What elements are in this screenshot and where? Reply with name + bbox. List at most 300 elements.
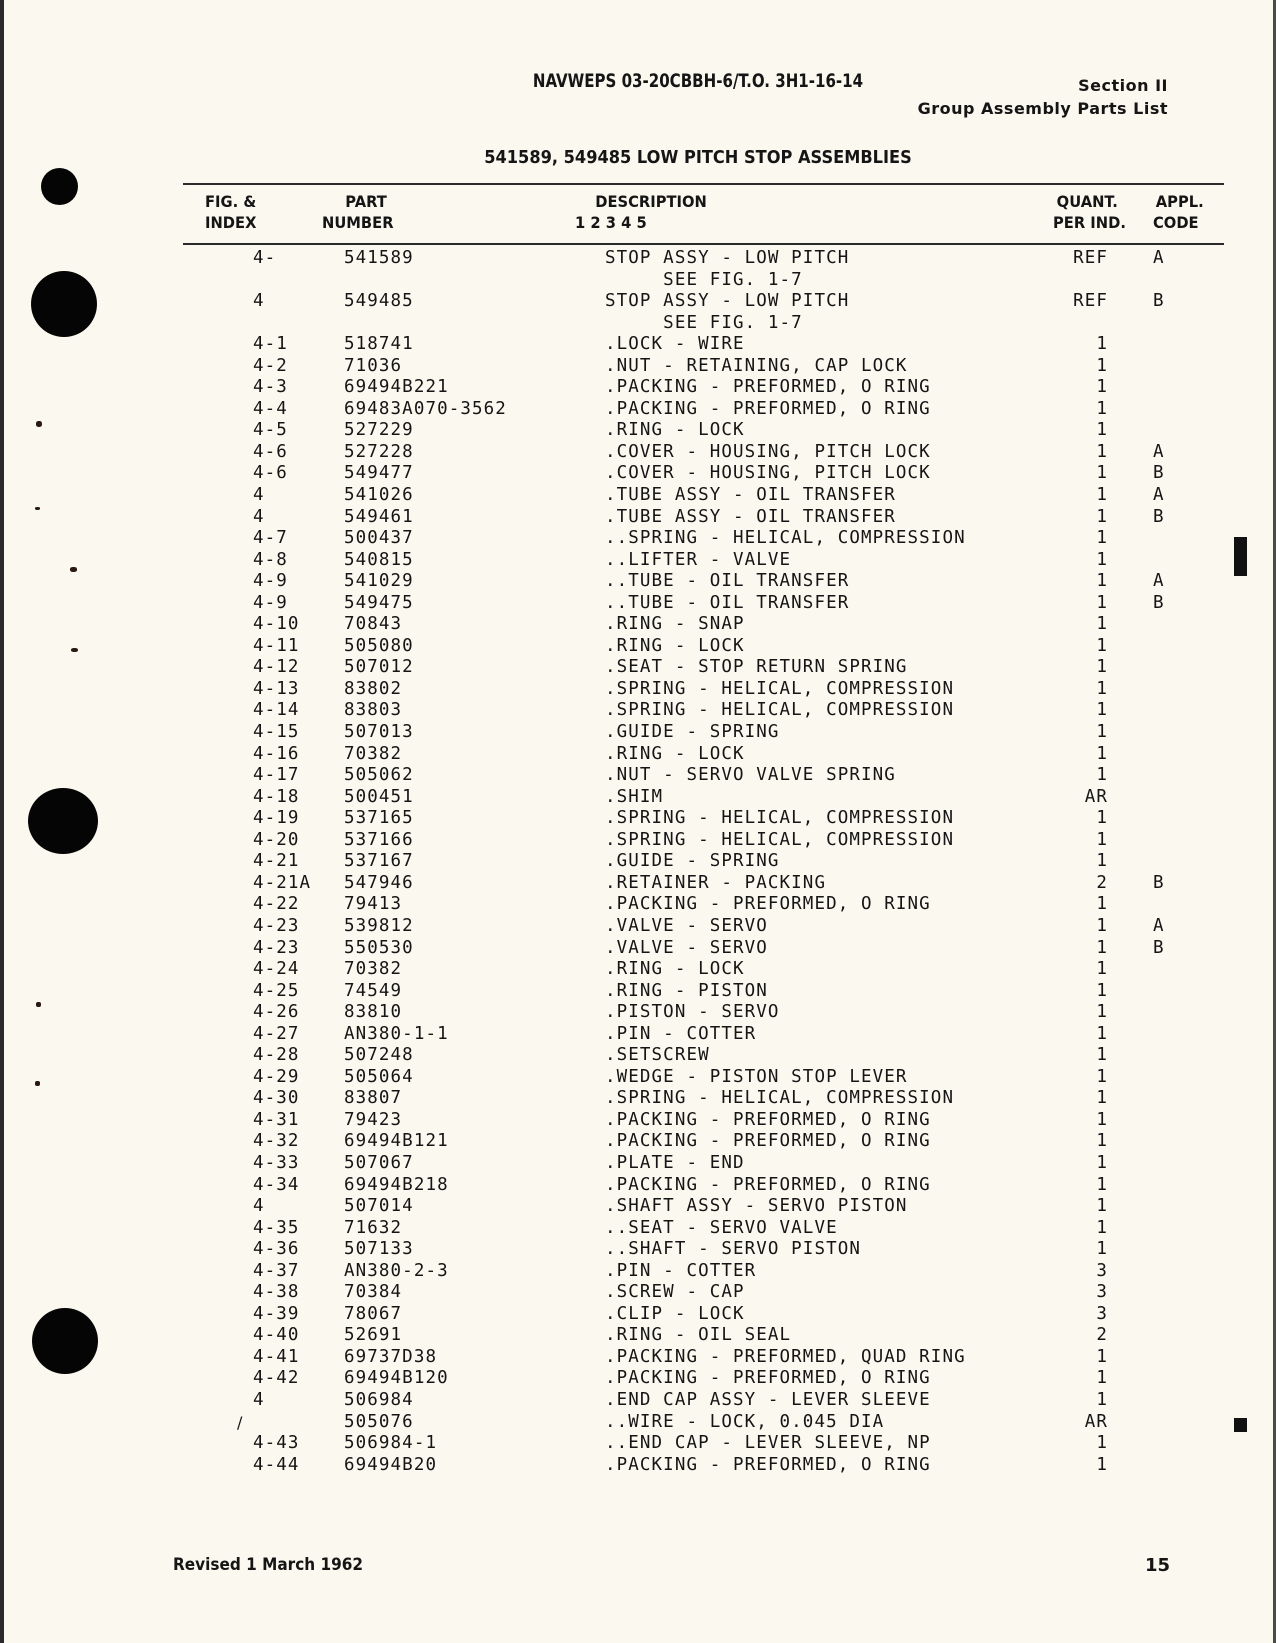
appl-code-cell: A [1153,248,1165,268]
fig-index-cell: 4-38 [253,1282,300,1303]
quantity-cell: 3 [1096,1303,1108,1324]
description-cell: .PIN - COTTER [605,1023,757,1044]
fig-index-cell: 4-40 [253,1325,300,1346]
part-number-cell: 70384 [344,1282,403,1303]
column-header-quantity: QUANT. PER IND. [1053,192,1126,232]
description-cell: .CLIP - LOCK [605,1303,745,1324]
quantity-cell: 1 [1096,506,1108,527]
description-cell: .PACKING - PREFORMED, O RING [605,1174,931,1195]
fig-index-cell: 4-33 [253,1152,300,1173]
quantity-cell: 1 [1096,1196,1108,1217]
table-row [0,636,1276,658]
table-row [0,1196,1276,1218]
fig-index-cell: 4-14 [253,700,300,721]
table-row [0,722,1276,744]
description-cell: .PACKING - PREFORMED, O RING [605,1131,931,1152]
fig-index-cell: 4-28 [253,1045,300,1066]
part-number-cell: 500437 [344,528,414,549]
fig-index-cell: 4-16 [253,743,300,764]
table-row [0,1325,1276,1347]
fig-index-cell: 4-21A [253,872,312,893]
description-cell: .RING - LOCK [605,743,745,764]
fig-index-cell: 4-17 [253,765,300,786]
fig-index-cell: 4-22 [253,894,300,915]
description-cell: SEE FIG. 1-7 [605,269,803,290]
part-number-cell: 527228 [344,441,414,462]
part-number-cell: 539812 [344,915,414,936]
description-cell: .RING - LOCK [605,420,745,441]
part-number-cell: 83810 [344,1002,403,1023]
table-row [0,1347,1276,1369]
quantity-cell: 1 [1096,980,1108,1001]
table-row [0,485,1276,507]
part-number-cell: 69494B120 [344,1368,449,1389]
description-cell: .SPRING - HELICAL, COMPRESSION [605,829,955,850]
quantity-cell: 1 [1096,1152,1108,1173]
fig-index-cell: 4-18 [253,786,300,807]
fig-index-cell: 4-26 [253,1002,300,1023]
table-row [0,851,1276,873]
part-number-cell: 550530 [344,937,414,958]
change-mark: / [237,1412,244,1432]
part-number-cell: 537167 [344,851,414,872]
part-number-cell: 505076 [344,1411,414,1432]
description-cell: STOP ASSY - LOW PITCH [605,248,850,268]
quantity-cell: 1 [1096,334,1108,355]
table-row [0,1131,1276,1153]
fig-index-cell: 4-4 [253,398,288,419]
description-cell: .SPRING - HELICAL, COMPRESSION [605,700,955,721]
description-cell: .GUIDE - SPRING [605,722,780,743]
part-number-cell: 70382 [344,959,403,980]
table-row [0,1282,1276,1304]
description-cell: .PACKING - PREFORMED, O RING [605,1454,931,1475]
quantity-cell: AR [1084,1411,1108,1432]
part-number-cell: 537165 [344,808,414,829]
quantity-cell: 1 [1096,355,1108,376]
quantity-cell: 1 [1096,1454,1108,1475]
quantity-cell: AR [1084,786,1108,807]
description-cell: .SPRING - HELICAL, COMPRESSION [605,1088,955,1109]
fig-index-cell: 4-10 [253,614,300,635]
table-top-rule [183,183,1224,185]
description-cell: ..TUBE - OIL TRANSFER [605,571,850,592]
quantity-cell: 1 [1096,485,1108,506]
table-row [0,1175,1276,1197]
part-number-cell: 507133 [344,1239,414,1260]
table-row [0,1455,1276,1477]
fig-index-cell: 4-27 [253,1023,300,1044]
description-cell: .PISTON - SERVO [605,1002,780,1023]
part-number-cell: 527229 [344,420,414,441]
description-cell: .SCREW - CAP [605,1282,745,1303]
quantity-cell: 1 [1096,1109,1108,1130]
part-number-cell: 71036 [344,355,403,376]
quantity-cell: 1 [1096,851,1108,872]
fig-index-cell: 4-41 [253,1346,300,1367]
part-number-cell: 70843 [344,614,403,635]
quantity-cell: 1 [1096,1368,1108,1389]
quantity-cell: 1 [1096,1389,1108,1410]
fig-index-cell: 4-20 [253,829,300,850]
description-cell: ..TUBE - OIL TRANSFER [605,592,850,613]
description-cell: ..SEAT - SERVO VALVE [605,1217,838,1238]
fig-index-cell: 4 [253,1196,265,1217]
quantity-cell: 1 [1096,937,1108,958]
part-number-cell: 79423 [344,1109,403,1130]
part-number-cell: 506984-1 [344,1433,438,1454]
appl-code-cell: A [1153,485,1165,506]
description-cell: .SHIM [605,786,664,807]
table-row [0,270,1276,292]
table-row [0,1088,1276,1110]
quantity-cell: 1 [1096,1217,1108,1238]
table-row [0,959,1276,981]
fig-index-cell: 4-42 [253,1368,300,1389]
quantity-cell: 1 [1096,1002,1108,1023]
quantity-cell: 1 [1096,463,1108,484]
column-header-description: DESCRIPTION 1 2 3 4 5 [575,192,707,232]
part-number-cell: 69737D38 [344,1346,438,1367]
description-cell: ..SHAFT - SERVO PISTON [605,1239,861,1260]
table-row [0,1218,1276,1240]
quantity-cell: 3 [1096,1282,1108,1303]
quantity-cell: 1 [1096,420,1108,441]
quantity-cell: 1 [1096,1023,1108,1044]
fig-index-cell: 4 [253,506,265,527]
part-number-cell: 549485 [344,291,414,312]
column-header-fig-index: FIG. & INDEX [205,192,257,232]
description-cell: .RING - OIL SEAL [605,1325,792,1346]
part-number-cell: 541589 [344,248,414,268]
fig-index-cell: 4-9 [253,571,288,592]
section-label: Section II [1078,76,1168,95]
parts-list-table [0,248,1276,1476]
quantity-cell: 1 [1096,635,1108,656]
description-cell: .PACKING - PREFORMED, O RING [605,377,931,398]
page-number: 15 [1144,1555,1170,1576]
column-header-part-number: PART NUMBER [322,192,394,232]
table-row [0,571,1276,593]
fig-index-cell: 4-9 [253,592,288,613]
part-number-cell: 549477 [344,463,414,484]
part-number-cell: 69494B218 [344,1174,449,1195]
quantity-cell: 1 [1096,614,1108,635]
description-cell: .SPRING - HELICAL, COMPRESSION [605,808,955,829]
section-title: Group Assembly Parts List [917,99,1168,118]
description-cell: .SPRING - HELICAL, COMPRESSION [605,678,955,699]
appl-code-cell: B [1153,291,1165,312]
fig-index-cell: 4-8 [253,549,288,570]
table-row [0,808,1276,830]
part-number-cell: 507012 [344,657,414,678]
quantity-cell: 1 [1096,700,1108,721]
description-cell: .NUT - RETAINING, CAP LOCK [605,355,908,376]
description-cell: SEE FIG. 1-7 [605,312,803,333]
part-number-cell: 518741 [344,334,414,355]
table-row [0,1261,1276,1283]
table-row [0,1110,1276,1132]
quantity-cell: 1 [1096,829,1108,850]
fig-index-cell: 4-39 [253,1303,300,1324]
table-row [0,420,1276,442]
fig-index-cell: 4-44 [253,1454,300,1475]
appl-code-cell: B [1153,506,1165,527]
quantity-cell: 1 [1096,1174,1108,1195]
description-cell: .SETSCREW [605,1045,710,1066]
part-number-cell: 505062 [344,765,414,786]
appl-code-cell: B [1153,937,1165,958]
description-cell: .PACKING - PREFORMED, O RING [605,1368,931,1389]
fig-index-cell: 4-37 [253,1260,300,1281]
table-row [0,938,1276,960]
part-number-cell: 79413 [344,894,403,915]
fig-index-cell: 4-5 [253,420,288,441]
table-row [0,657,1276,679]
description-cell: ..END CAP - LEVER SLEEVE, NP [605,1433,931,1454]
quantity-cell: 1 [1096,528,1108,549]
quantity-cell: 3 [1096,1260,1108,1281]
fig-index-cell: 4-35 [253,1217,300,1238]
appl-code-cell: B [1153,872,1165,893]
description-cell: .RING - LOCK [605,959,745,980]
quantity-cell: 1 [1096,592,1108,613]
fig-index-cell: 4-3 [253,377,288,398]
table-row [0,1239,1276,1261]
description-cell: .VALVE - SERVO [605,937,768,958]
part-number-cell: 500451 [344,786,414,807]
fig-index-cell: 4-2 [253,355,288,376]
part-number-cell: 549461 [344,506,414,527]
table-row [0,313,1276,335]
description-cell: .GUIDE - SPRING [605,851,780,872]
part-number-cell: AN380-2-3 [344,1260,449,1281]
description-cell: .PACKING - PREFORMED, O RING [605,398,931,419]
description-cell: ..WIRE - LOCK, 0.045 DIA [605,1411,885,1432]
table-row [0,981,1276,1003]
fig-index-cell: 4-25 [253,980,300,1001]
table-row [0,550,1276,572]
quantity-cell: 2 [1096,872,1108,893]
description-cell: .RING - SNAP [605,614,745,635]
appl-code-cell: B [1153,463,1165,484]
part-number-cell: 83807 [344,1088,403,1109]
appl-code-cell: A [1153,915,1165,936]
description-cell: .TUBE ASSY - OIL TRANSFER [605,485,896,506]
fig-index-cell: 4 [253,1389,265,1410]
table-row [0,894,1276,916]
fig-index-cell: 4-23 [253,937,300,958]
page-title: 541589, 549485 LOW PITCH STOP ASSEMBLIES [484,147,912,168]
quantity-cell: 1 [1096,1045,1108,1066]
fig-index-cell: 4 [253,485,265,506]
table-row [0,528,1276,550]
fig-index-cell: 4-13 [253,678,300,699]
quantity-cell: 1 [1096,377,1108,398]
table-row [0,1412,1276,1434]
part-number-cell: 83802 [344,678,403,699]
part-number-cell: 52691 [344,1325,403,1346]
quantity-cell: 1 [1096,1088,1108,1109]
description-cell: ..SPRING - HELICAL, COMPRESSION [605,528,966,549]
quantity-cell: 1 [1096,549,1108,570]
part-number-cell: 540815 [344,549,414,570]
part-number-cell: 69494B121 [344,1131,449,1152]
fig-index-cell: 4-24 [253,959,300,980]
appl-code-cell: A [1153,441,1165,462]
table-row [0,1024,1276,1046]
fig-index-cell: 4-11 [253,635,300,656]
table-row [0,744,1276,766]
quantity-cell: REF [1073,291,1108,312]
table-header-rule [183,243,1224,245]
quantity-cell: 1 [1096,441,1108,462]
table-row [0,1045,1276,1067]
description-cell: .END CAP ASSY - LEVER SLEEVE [605,1389,931,1410]
quantity-cell: 1 [1096,571,1108,592]
table-row [0,1002,1276,1024]
part-number-cell: 69494B221 [344,377,449,398]
part-number-cell: 506984 [344,1389,414,1410]
fig-index-cell: 4-29 [253,1066,300,1087]
quantity-cell: 1 [1096,1066,1108,1087]
part-number-cell: 547946 [344,872,414,893]
part-number-cell: 507014 [344,1196,414,1217]
description-cell: STOP ASSY - LOW PITCH [605,291,850,312]
binder-hole [41,168,78,205]
description-cell: .PIN - COTTER [605,1260,757,1281]
table-row [0,787,1276,809]
quantity-cell: 1 [1096,959,1108,980]
table-row [0,1368,1276,1390]
fig-index-cell: 4-34 [253,1174,300,1195]
table-row [0,679,1276,701]
quantity-cell: REF [1073,248,1108,268]
description-cell: ..LIFTER - VALVE [605,549,792,570]
quantity-cell: 1 [1096,765,1108,786]
document-number: NAVWEPS 03-20CBBH-6/T.O. 3H1-16-14 [532,70,864,92]
description-cell: .WEDGE - PISTON STOP LEVER [605,1066,908,1087]
description-cell: .LOCK - WIRE [605,334,745,355]
description-cell: .COVER - HOUSING, PITCH LOCK [605,463,931,484]
appl-code-cell: A [1153,571,1165,592]
part-number-cell: 71632 [344,1217,403,1238]
quantity-cell: 1 [1096,1239,1108,1260]
part-number-cell: 69494B20 [344,1454,438,1475]
appl-code-cell: B [1153,592,1165,613]
fig-index-cell: 4-32 [253,1131,300,1152]
description-cell: .NUT - SERVO VALVE SPRING [605,765,896,786]
quantity-cell: 1 [1096,398,1108,419]
table-row [0,399,1276,421]
table-row [0,614,1276,636]
fig-index-cell: 4-7 [253,528,288,549]
table-row [0,593,1276,615]
fig-index-cell: 4-6 [253,441,288,462]
fig-index-cell: 4-43 [253,1433,300,1454]
fig-index-cell: 4-21 [253,851,300,872]
part-number-cell: AN380-1-1 [344,1023,449,1044]
part-number-cell: 70382 [344,743,403,764]
description-cell: .RING - LOCK [605,635,745,656]
description-cell: .TUBE ASSY - OIL TRANSFER [605,506,896,527]
fig-index-cell: 4-6 [253,463,288,484]
fig-index-cell: 4-12 [253,657,300,678]
description-cell: .RETAINER - PACKING [605,872,827,893]
quantity-cell: 1 [1096,743,1108,764]
fig-index-cell: 4-30 [253,1088,300,1109]
part-number-cell: 505064 [344,1066,414,1087]
part-number-cell: 83803 [344,700,403,721]
part-number-cell: 74549 [344,980,403,1001]
table-row [0,442,1276,464]
part-number-cell: 549475 [344,592,414,613]
table-row [0,1390,1276,1412]
table-row [0,765,1276,787]
quantity-cell: 2 [1096,1325,1108,1346]
table-row [0,700,1276,722]
description-cell: .SEAT - STOP RETURN SPRING [605,657,908,678]
revision-date: Revised 1 March 1962 [173,1555,364,1575]
quantity-cell: 1 [1096,915,1108,936]
quantity-cell: 1 [1096,1346,1108,1367]
fig-index-cell: 4-36 [253,1239,300,1260]
part-number-cell: 507248 [344,1045,414,1066]
description-cell: .RING - PISTON [605,980,768,1001]
table-row [0,873,1276,895]
quantity-cell: 1 [1096,1131,1108,1152]
part-number-cell: 505080 [344,635,414,656]
table-row [0,463,1276,485]
fig-index-cell: 4-31 [253,1109,300,1130]
fig-index-cell: 4-15 [253,722,300,743]
fig-index-cell: 4-19 [253,808,300,829]
description-cell: .VALVE - SERVO [605,915,768,936]
description-cell: .PACKING - PREFORMED, O RING [605,1109,931,1130]
quantity-cell: 1 [1096,678,1108,699]
table-row [0,507,1276,529]
quantity-cell: 1 [1096,657,1108,678]
part-number-cell: 541026 [344,485,414,506]
part-number-cell: 507013 [344,722,414,743]
description-cell: .PACKING - PREFORMED, O RING [605,894,931,915]
description-cell: .PACKING - PREFORMED, QUAD RING [605,1346,966,1367]
part-number-cell: 541029 [344,571,414,592]
table-row [0,334,1276,356]
table-row [0,1433,1276,1455]
table-row [0,1304,1276,1326]
quantity-cell: 1 [1096,1433,1108,1454]
description-cell: .PLATE - END [605,1152,745,1173]
column-header-appl-code: APPL. CODE [1153,192,1204,232]
quantity-cell: 1 [1096,722,1108,743]
description-cell: .COVER - HOUSING, PITCH LOCK [605,441,931,462]
table-row [0,356,1276,378]
part-number-cell: 507067 [344,1152,414,1173]
fig-index-cell: 4 [253,291,265,312]
table-row [0,830,1276,852]
table-row [0,1153,1276,1175]
part-number-cell: 537166 [344,829,414,850]
table-row [0,291,1276,313]
table-row [0,377,1276,399]
table-row [0,248,1276,270]
table-row [0,916,1276,938]
part-number-cell: 78067 [344,1303,403,1324]
fig-index-cell: 4-1 [253,334,288,355]
fig-index-cell: 4- [253,248,277,268]
part-number-cell: 69483A070-3562 [344,398,507,419]
